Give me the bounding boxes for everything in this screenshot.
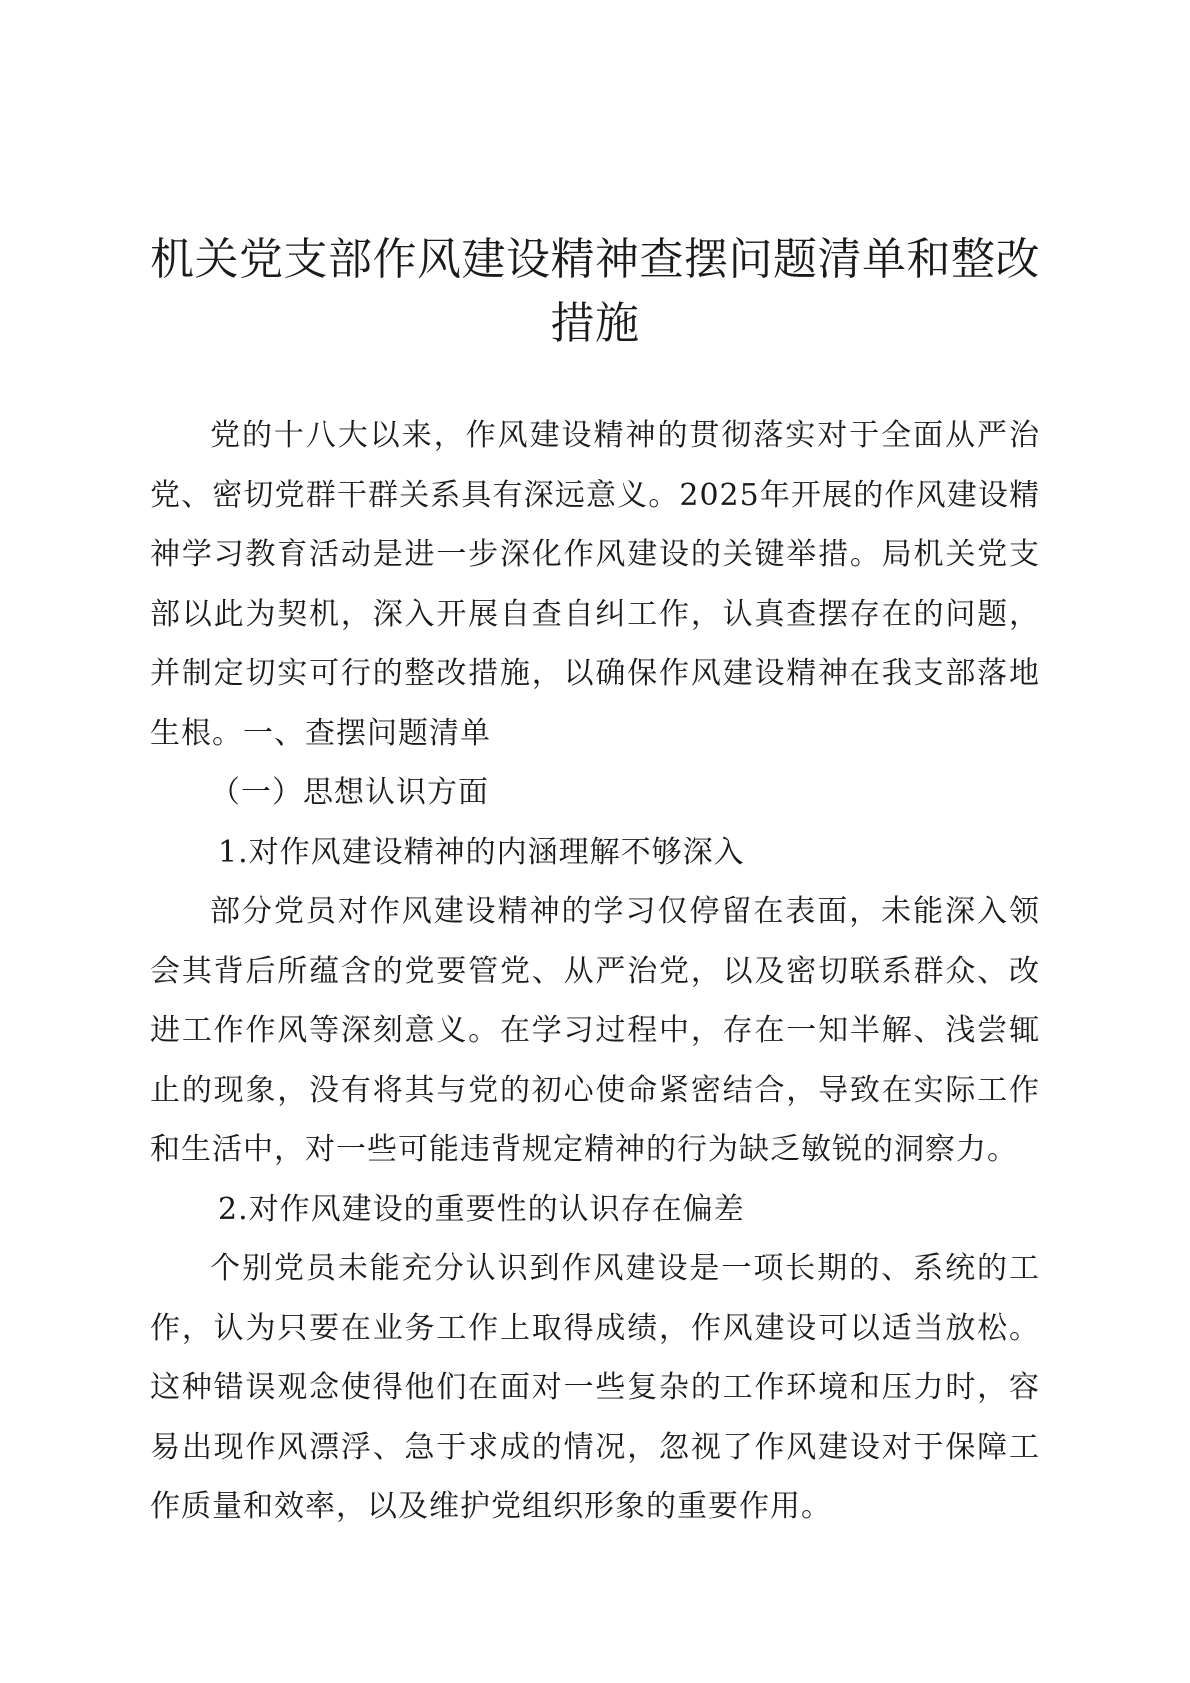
item-1-body: 部分党员对作风建设精神的学习仅停留在表面，未能深入领会其背后所蕴含的党要管党、从严治党，以及密切联系群众、改进工作作风等深刻意义。在学习过程中，存在一知半解、浅尝辄止的现象，没有将其与党的初心使命紧密结合，导致在实际工作和生活中，对一些可能违背规定精神的行为缺乏敏锐的洞察力。 bbox=[150, 894, 1040, 1167]
section-heading-thinking: （一）思想认识方面 bbox=[210, 775, 489, 810]
item-1-heading: 1.对作风建设精神的内涵理解不够深入 bbox=[218, 834, 745, 870]
title-line-2: 措施 bbox=[550, 298, 640, 349]
title-line-1: 机关党支部作风建设精神查摆问题清单和整改 bbox=[150, 234, 1040, 285]
item-2-body: 个别党员未能充分认识到作风建设是一项长期的、系统的工作，认为只要在业务工作上取得成绩，作风建设可以适当放松。这种错误观念使得他们在面对一些复杂的工作环境和压力时，容易出现作风漂浮、急于求成的情况，忽视了作风建设对于保障工作质量和效率，以及维护党组织形象的重要作用。 bbox=[150, 1251, 1040, 1524]
document-title bbox=[150, 228, 1040, 356]
document-page bbox=[150, 228, 1040, 1537]
intro-paragraph: 党的十八大以来，作风建设精神的贯彻落实对于全面从严治党、密切党群干群关系具有深远意义。2025年开展的作风建设精神学习教育活动是进一步深化作风建设的关键举措。局机关党支部以此为契机，深入开展自查自纠工作，认真查摆存在的问题，并制定切实可行的整改措施，以确保作风建设精神在我支部落地生根。一、查摆问题清单 bbox=[150, 418, 1040, 751]
item-2-heading: 2.对作风建设的重要性的认识存在偏差 bbox=[218, 1191, 745, 1227]
